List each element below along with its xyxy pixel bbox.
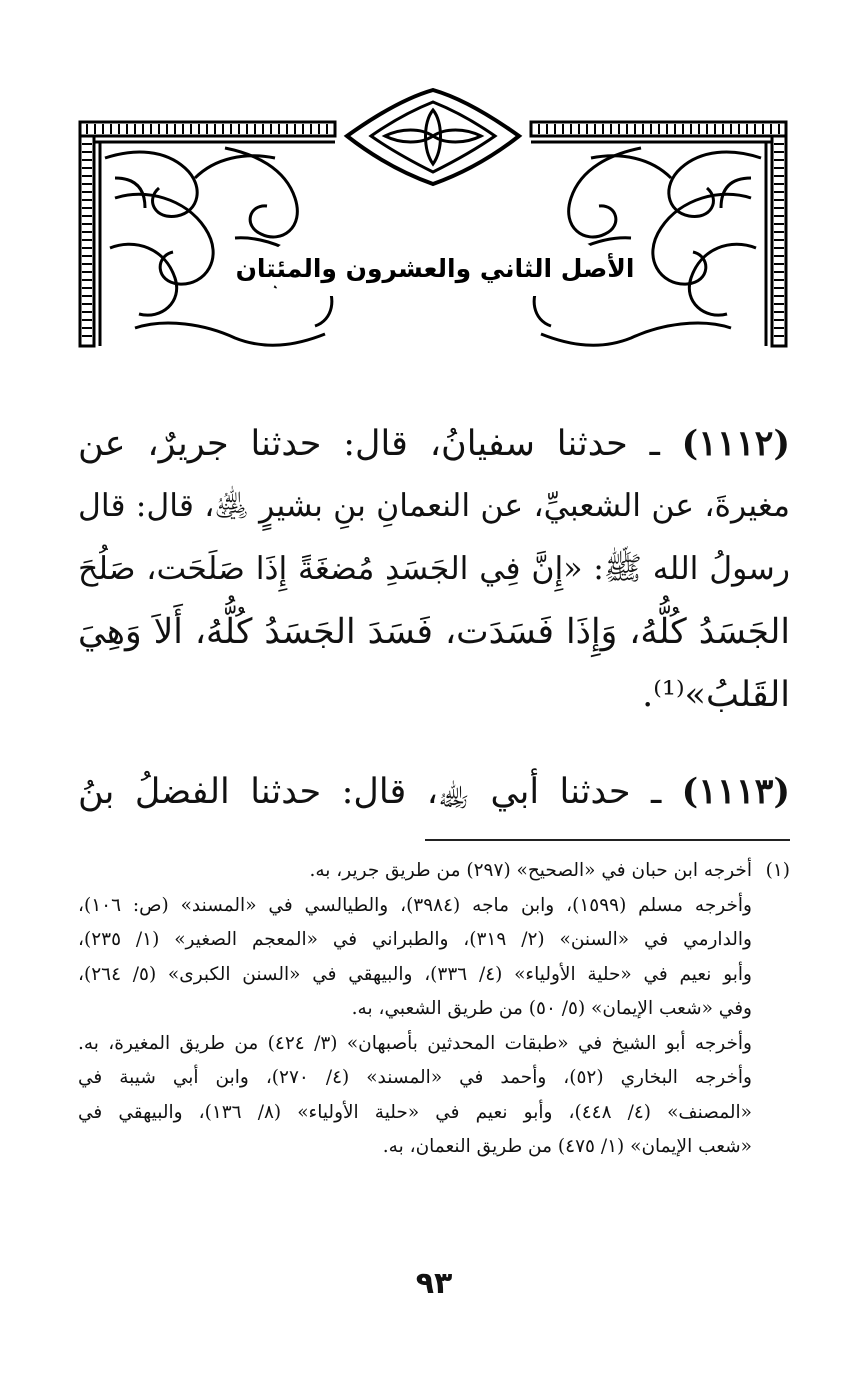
hadith-line: رسولُ الله ﷺ: «إِنَّ فِي الجَسَدِ مُضغَةً إِذَا صَلَحَت، صَلُحَ [78,551,790,587]
hadith-1112 [78,412,790,727]
hadith-1113 [78,760,790,823]
footnote-line: وفي «شعب الإيمان» (٥/ ٥٠) من طريق الشعبي، به. [351,998,752,1019]
footnote-marker: (١) [765,860,790,881]
footnote-line: وأخرجه مسلم (١٥٩٩)، وابن ماجه (٣٩٨٤)، والطيالسي في «المسند» (ص: ١٠٦)، [78,894,752,916]
page-number: ٩٣ [415,1266,453,1301]
hadith-text: ـ حدثنا أبي ﵀، قال: حدثنا الفضلُ بنُ [78,772,662,812]
footnote-line: «المصنف» (٤/ ٤٤٨)، وأبو نعيم في «حلية الأولياء» (٨/ ١٣٦)، والبيهقي في [78,1101,752,1123]
footnote-line: وأبو نعيم في «حلية الأولياء» (٤/ ٣٣٦)، والبيهقي في «السنن الكبرى» (٥/ ٢٦٤)، [78,963,752,985]
footnote-line: والدارمي في «السنن» (٢/ ٣١٩)، والطبراني في «المعجم الصغير» (١/ ٢٣٥)، [78,929,752,950]
chapter-title: الأصل الثاني والعشرون والمئتان [270,240,600,296]
hadith-line [78,760,790,823]
hadith-line [78,412,790,475]
hadith-number: (١١١٢) [681,423,790,464]
hadith-line: مغيرةَ، عن الشعبيِّ، عن النعمانِ بنِ بشيرٍ ﵁، قال: قال [78,488,790,524]
hadith-text: ـ حدثنا سفيانُ، قال: حدثنا جريرٌ، عن [78,424,660,464]
footnote-separator [425,839,790,841]
hadith-line: الجَسَدُ كُلُّهُ، وَإِذَا فَسَدَت، فَسَدَ الجَسَدُ كُلُّهُ، أَلاَ وَهِيَ [78,612,790,652]
footnotes [78,854,790,1165]
hadith-number: (١١١٣) [681,771,790,812]
chapter-ornament [75,88,791,353]
footnote-line: «شعب الإيمان» (١/ ٤٧٥) من طريق النعمان، به. [382,1136,752,1157]
footnote-line [78,854,790,889]
footnote-line: وأخرجه البخاري (٥٢)، وأحمد في «المسند» (٤/ ٢٧٠)، وابن أبي شيبة في [78,1067,752,1088]
hadith-line: القَلبُ»⁽¹⁾. [642,675,790,715]
footnote-line: وأخرجه أبو الشيخ في «طبقات المحدثين بأصبهان» (٣/ ٤٢٤) من طريق المغيرة، به. [78,1032,752,1054]
footnote-text: أخرجه ابن حبان في «الصحيح» (٢٩٧) من طريق جرير، به. [309,860,752,881]
